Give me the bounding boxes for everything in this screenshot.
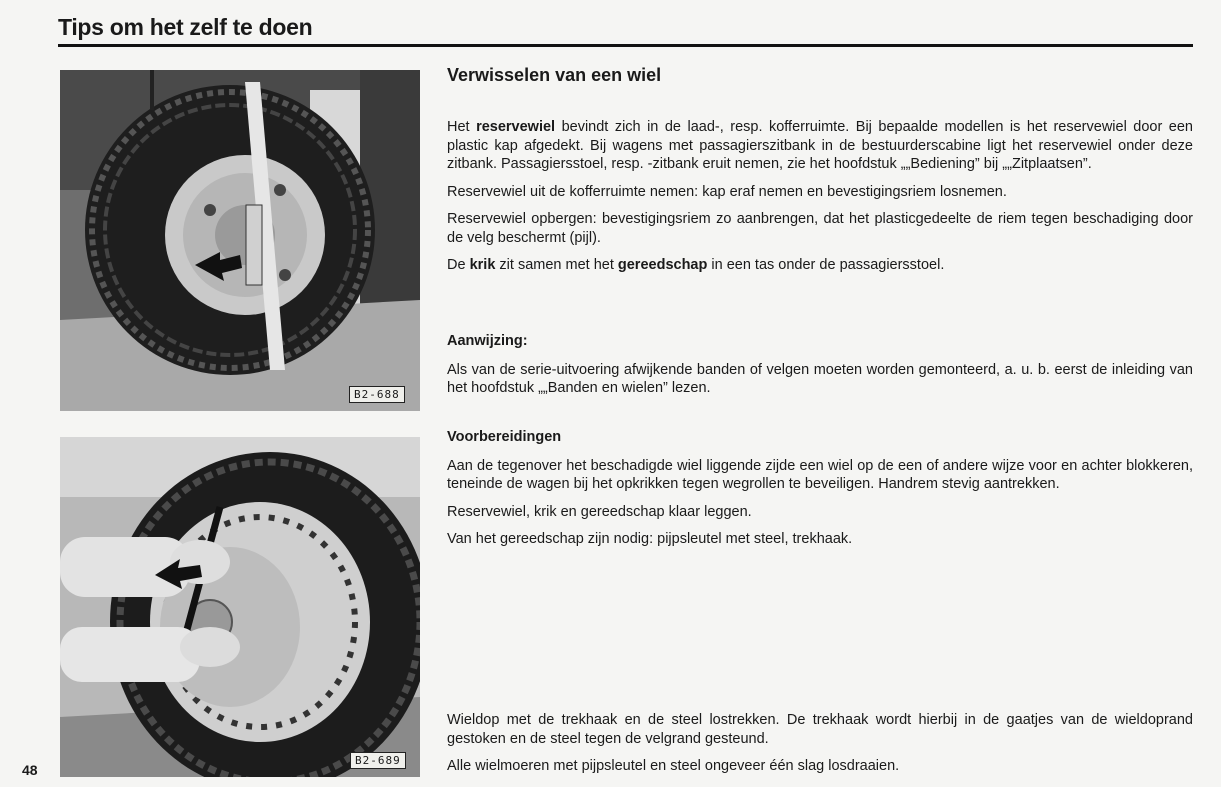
text-run: Het [447, 119, 477, 135]
text-run: in een tas onder de passagiersstoel. [707, 257, 945, 273]
photo-spare-wheel-storage [60, 70, 420, 411]
step-paragraph-nuts: Alle wielmoeren met pijpsleutel en steel ongeveer één slag losdraaien. [447, 758, 900, 774]
figure-code: B2-689 [350, 752, 406, 769]
emphasis-gereedschap: gereedschap [617, 257, 708, 273]
preparation-paragraph-1: Aan de tegenover het beschadigde wiel liggende zijde een wiel op de een of andere wijze voor en achter blokkeren, teneinde de wagen bij het opkrikken tegen wegrollen te beveiligen. Handrem stevig aantrekken. [447, 457, 1193, 492]
page-title: Tips om het zelf te doen [58, 14, 313, 40]
text-run: De [447, 257, 470, 273]
section-main [447, 66, 1193, 85]
preparation-block [447, 428, 1193, 558]
section-title: Verwisselen van een wiel [447, 65, 662, 85]
text-run: bevindt zich in de laad-, resp. kofferruimte. Bij bepaalde modellen is het reservewiel door een plastic kap afgedekt. Bij wagens met passagierszitbank in de bestuurderscabine ligt het reservewiel onder deze zitbank. Passagiersstoel, resp. -zitbank eruit nemen, zie het hoofdstuk „„Bediening” bij „„Zitplaatsen”. [447, 119, 1193, 172]
preparation-paragraph-2: Reservewiel, krik en gereedschap klaar leggen. [447, 503, 752, 520]
step-paragraph-hubcap: Wieldop met de trekhaak en de steel lostrekken. De trekhaak wordt hierbij in de gaatjes van de wieldoprand gestoken en de steel tegen de velgrand gesteund. [447, 712, 1193, 747]
text-run: zit samen met het [495, 257, 618, 273]
intro-block [447, 118, 1193, 284]
paragraph-spare-wheel [447, 118, 1193, 174]
photo-hubcap-removal [60, 437, 420, 777]
paragraph-remove-spare: Reservewiel uit de kofferruimte nemen: kap eraf nemen en bevestigingsriem losnemen. [447, 183, 1007, 200]
preparation-paragraph-3: Van het gereedschap zijn nodig: pijpsleutel met steel, trekhaak. [447, 531, 853, 547]
page-header [58, 12, 1193, 47]
step-block [447, 711, 1193, 785]
emphasis-krik: krik [469, 257, 496, 273]
emphasis-reservewiel: reservewiel [476, 119, 556, 135]
note-block [447, 332, 1193, 407]
paragraph-jack-tools [447, 256, 1193, 275]
preparation-heading: Voorbereidingen [447, 429, 562, 445]
figure-code: B2-688 [349, 386, 405, 403]
paragraph-store-spare: Reservewiel opbergen: bevestigingsriem zo aanbrengen, dat het plasticgedeelte de riem tegen beschadiging door de velg beschermt (pijl). [447, 211, 1193, 246]
note-heading: Aanwijzing: [447, 333, 528, 349]
page-number: 48 [22, 762, 38, 778]
note-text: Als van de serie-uitvoering afwijkende banden of velgen moeten worden gemonteerd, a. u. b. eerst de inleiding van het hoofdstuk „„Banden en wielen” lezen. [447, 361, 1193, 396]
